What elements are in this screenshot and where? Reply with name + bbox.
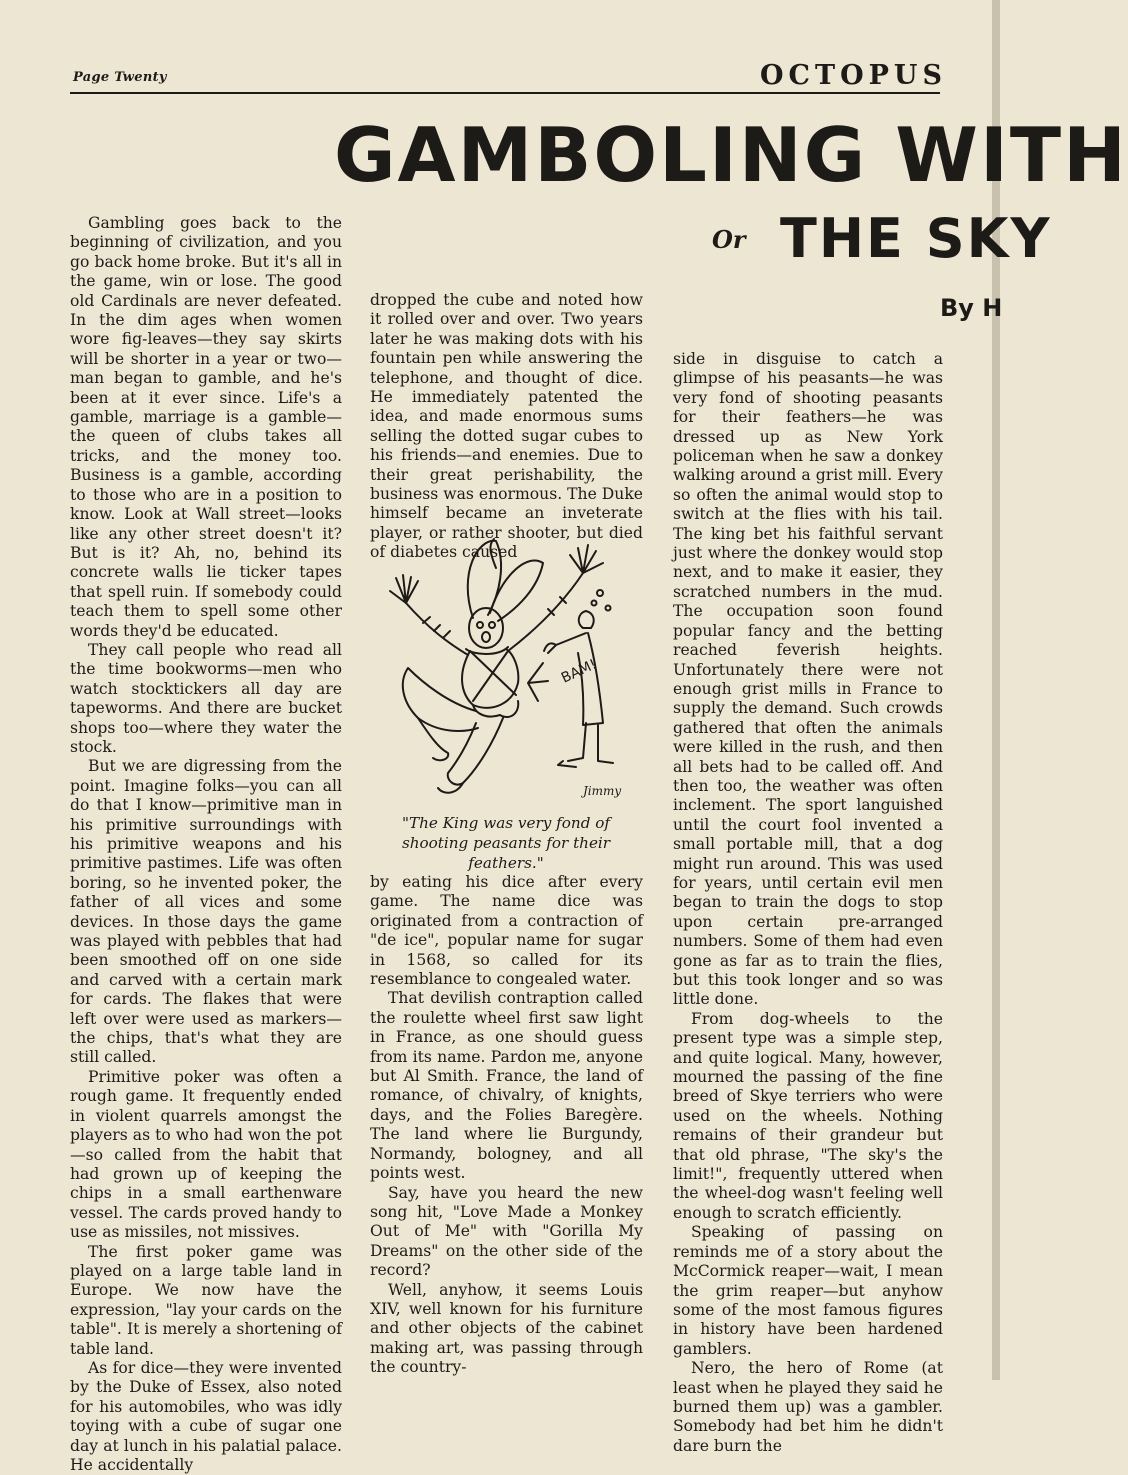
article-title: GAMBOLING WITH bbox=[334, 111, 1128, 199]
page-number-label: Page Twenty bbox=[73, 70, 167, 85]
paragraph: by eating his dice after every game. The name dice was originated from a contraction of "de ice", popular name for sugar in 1568, so called for its resemblance to congealed water. bbox=[370, 873, 643, 989]
paragraph: Primitive poker was often a rough game. It frequently ended in violent quarrels amongst the players as to who had won the pot—so called from the habit that had grown up of keeping the chips in a small earthenware vessel. The cards proved handy to use as missiles, not missives. bbox=[70, 1067, 342, 1242]
paragraph: Nero, the hero of Rome (at least when he played they said he burned them up) was a gambler. Somebody had bet him he didn't dare burn the bbox=[673, 1359, 943, 1455]
paragraph: But we are digressing from the point. Imagine folks—you can all do that I know—primitive man in his primitive surroundings with his primitive weapons and his primitive pastimes. Life was often boring, so he invented poker, the father of all vices and some devices. In those days the game was played with pebbles that had been smoothed off on one side and carved with a certain mark for cards. The flakes that were left over were used as markers—the chips, that's what they are still called. bbox=[70, 757, 342, 1067]
king-cartoon-illustration bbox=[378, 533, 638, 808]
illustration-caption: "The King was very fond of shooting peasants for their feathers." bbox=[401, 814, 611, 872]
subtitle-or: Or bbox=[712, 225, 746, 254]
text-column-2-top bbox=[370, 291, 643, 563]
paragraph: As for dice—they were invented by the Duke of Essex, also noted for his automobiles, who was idly toying with a cube of sugar one day at lunch in his palatial palace. He accidentally bbox=[70, 1358, 342, 1474]
artist-signature: Jimmy bbox=[583, 784, 622, 798]
text-column-1 bbox=[70, 214, 342, 1475]
bam-sound-effect: BAM! bbox=[558, 656, 600, 687]
header-rule bbox=[70, 92, 940, 94]
paragraph: side in disguise to catch a glimpse of his peasants—he was very fond of shooting peasants for their feathers—he was dressed up as New York policeman when he saw a donkey walking around a grist mill. Every so often the animal would stop to switch at the flies with his tail. The king bet his faithful servant just where the donkey would stop next, and to make it easier, they scratched numbers in the mud. The occupation soon found popular fancy and the betting reached feverish heights. Unfortunately there were not enough grist mills in France to supply the demand. Such crowds gathered that often the animals were killed in the rush, and then all bets had to be called off. And then too, the weather was often inclement. The sport languished until the court fool invented a small portable mill, that a dog might run around. This was used for years, until certain evil men began to train the dogs to stop upon certain pre-arranged numbers. Some of them had even gone as far as to train the flies, but this took longer and so was little done. bbox=[673, 350, 943, 1009]
paragraph: Say, have you heard the new song hit, "Love Made a Monkey Out of Me" with "Gorilla My Dreams" on the other side of the record? bbox=[370, 1183, 643, 1280]
article-subtitle: THE SKY bbox=[780, 207, 1052, 270]
text-column-2-bottom bbox=[370, 873, 643, 1378]
text-column-3 bbox=[673, 350, 943, 1456]
paragraph: Gambling goes back to the beginning of civilization, and you go back home broke. But it's all in the game, win or lose. The good old Cardinals are never defeated. In the dim ages when women wore fig-leaves—they say skirts will be shorter in a year or two—man began to gamble, and he's been at it ever since. Life's a gamble, marriage is a gamble—the queen of clubs takes all tricks, and the money too. Business is a gamble, according to those who are in a position to know. Look at Wall street—looks like any other street doesn't it? But is it? Ah, no, behind its concrete walls lie ticker tapes that spell ruin. If somebody could teach them to spell some other words they'd be educated. bbox=[70, 214, 342, 640]
paragraph: From dog-wheels to the present type was a simple step, and quite logical. Many, however, mourned the passing of the fine breed of Skye terriers who were used on the wheels. Nothing remains of their grandeur but that old phrase, "The sky's the limit!", frequently uttered when the wheel-dog wasn't feeling well enough to scratch efficiently. bbox=[673, 1009, 943, 1222]
paragraph: dropped the cube and noted how it rolled over and over. Two years later he was making dots with his fountain pen while answering the telephone, and thought of dice. He immediately patented the idea, and made enormous sums selling the dotted sugar cubes to his friends—and enemies. Due to their great perishability, the business was enormous. The Duke himself became an inveterate player, or rather shooter, but died of diabetes caused bbox=[370, 291, 643, 562]
byline: By H bbox=[940, 294, 1003, 322]
paragraph: Speaking of passing on reminds me of a story about the McCormick reaper—wait, I mean the grim reaper—but anyhow some of the most famous figures in history have been hardened gamblers. bbox=[673, 1223, 943, 1358]
paragraph: They call people who read all the time bookworms—men who watch stocktickers all day are tapeworms. And there are bucket shops too—where they water the stock. bbox=[70, 640, 342, 756]
paragraph: Well, anyhow, it seems Louis XIV, well known for his furniture and other objects of the cabinet making art, was passing through the country- bbox=[370, 1280, 643, 1377]
magazine-name: OCTOPUS bbox=[760, 60, 947, 91]
paragraph: The first poker game was played on a large table land in Europe. We now have the expression, "lay your cards on the table". It is merely a shortening of table land. bbox=[70, 1242, 342, 1358]
paragraph: That devilish contraption called the roulette wheel first saw light in France, as one should guess from its name. Pardon me, anyone but Al Smith. France, the land of romance, of chivalry, of knights, days, and the Folies Baregère. The land where lie Burgundy, Normandy, bologney, and all points west. bbox=[370, 989, 643, 1183]
